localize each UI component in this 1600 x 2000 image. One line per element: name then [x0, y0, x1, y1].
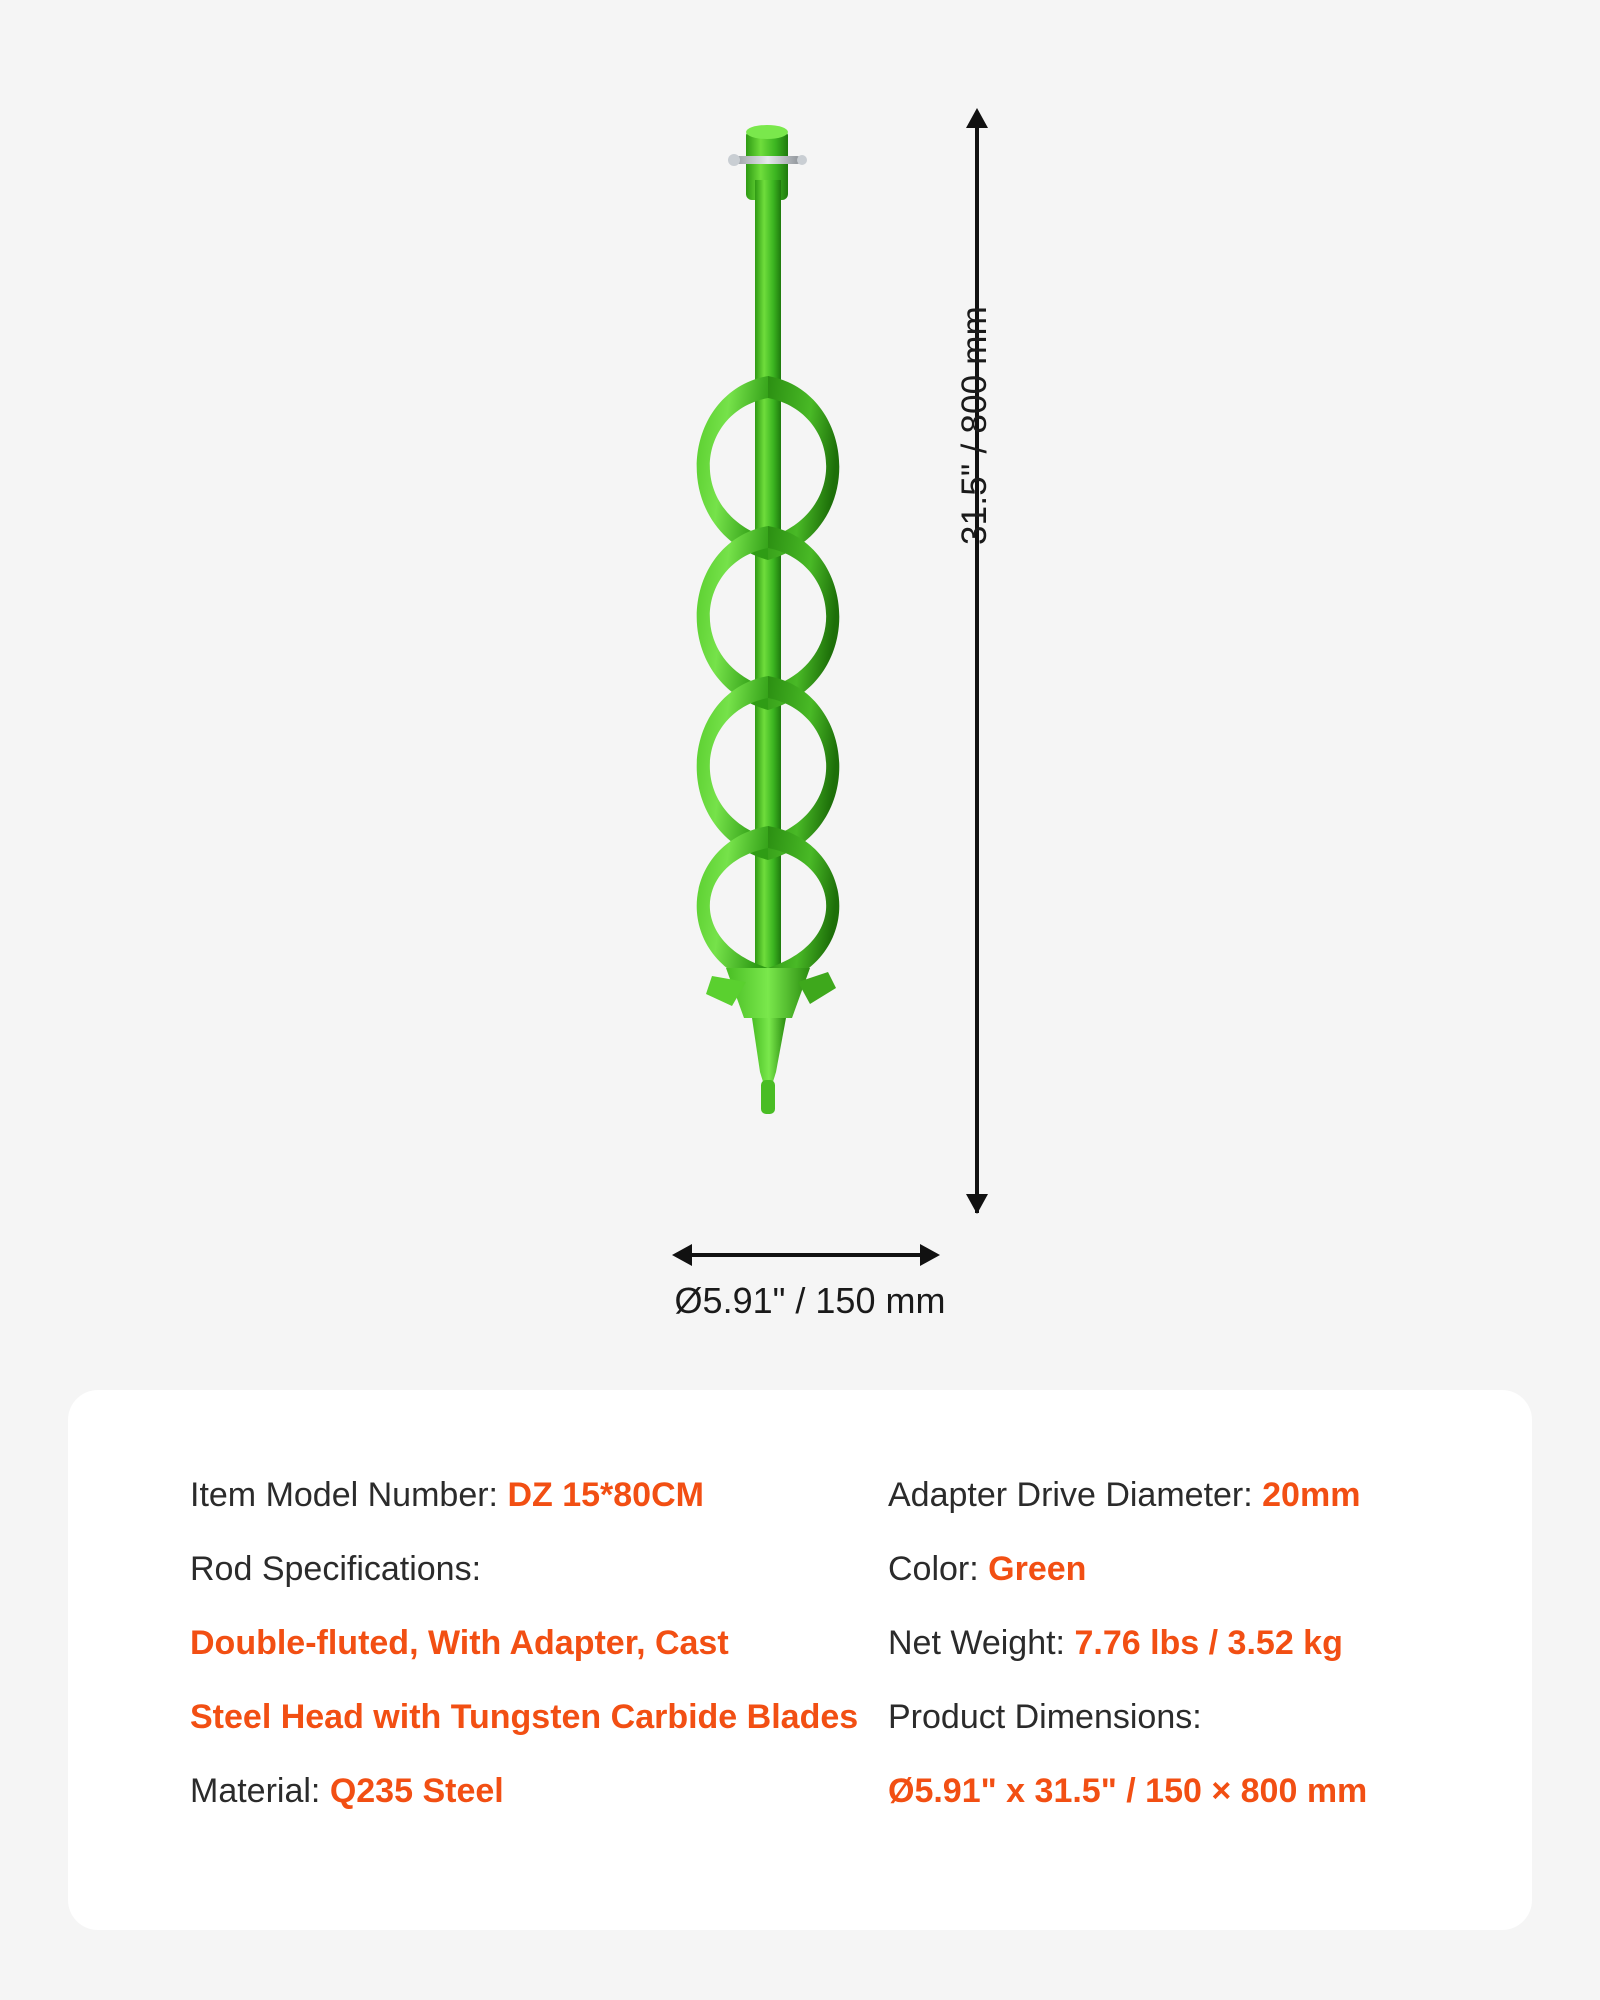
auger-cutting-head [706, 968, 836, 1114]
horizontal-dimension-arrow-right [920, 1244, 940, 1266]
specifications-grid [68, 1390, 1532, 1930]
spec-value-rod-specifications-line2: Steel Head with Tungsten Carbide Blades [190, 1698, 859, 1736]
vertical-dimension-label: 31.5" / 800 mm [955, 306, 994, 545]
specifications-column-right [878, 1458, 1532, 1930]
spec-item-color [888, 1532, 1532, 1606]
specifications-card [68, 1390, 1532, 1930]
spec-label-product-dimensions: Product Dimensions: [888, 1698, 1202, 1736]
spec-label-color: Color: [888, 1550, 979, 1588]
horizontal-dimension-label: Ø5.91" / 150 mm [674, 1280, 946, 1321]
auger-illustration [660, 120, 880, 1230]
spec-item-model-number [190, 1458, 878, 1532]
spec-value-adapter-drive-diameter: 20mm [1262, 1476, 1361, 1514]
spec-value-net-weight: 7.76 lbs / 3.52 kg [1074, 1624, 1343, 1662]
spec-label-net-weight: Net Weight: [888, 1624, 1066, 1662]
horizontal-dimension-arrow-left [672, 1244, 692, 1266]
spec-value-product-dimensions: Ø5.91" x 31.5" / 150 × 800 mm [888, 1772, 1368, 1810]
spec-item-product-dimensions [888, 1680, 1532, 1754]
spec-item-adapter-drive-diameter [888, 1458, 1532, 1532]
spec-item-rod-specifications [190, 1532, 878, 1606]
spec-label-material: Material: [190, 1772, 321, 1810]
spec-label-rod-specifications: Rod Specifications: [190, 1550, 482, 1588]
spec-item-net-weight [888, 1606, 1532, 1680]
vertical-dimension-arrow-bottom [966, 1194, 988, 1214]
vertical-dimension-arrow-top [966, 108, 988, 128]
spec-item-material [190, 1754, 878, 1828]
spec-value-color: Green [988, 1550, 1087, 1588]
spec-label-adapter-drive-diameter: Adapter Drive Diameter: [888, 1476, 1253, 1514]
vertical-dimension-line [975, 128, 979, 1213]
spec-value-rod-specifications-line1: Double-fluted, With Adapter, Cast [190, 1624, 729, 1662]
spec-label-model-number: Item Model Number: [190, 1476, 498, 1514]
horizontal-dimension-line [690, 1253, 922, 1257]
spec-value-model-number: DZ 15*80CM [507, 1476, 704, 1514]
spec-value-material: Q235 Steel [329, 1772, 504, 1810]
specifications-column-left [68, 1458, 878, 1930]
